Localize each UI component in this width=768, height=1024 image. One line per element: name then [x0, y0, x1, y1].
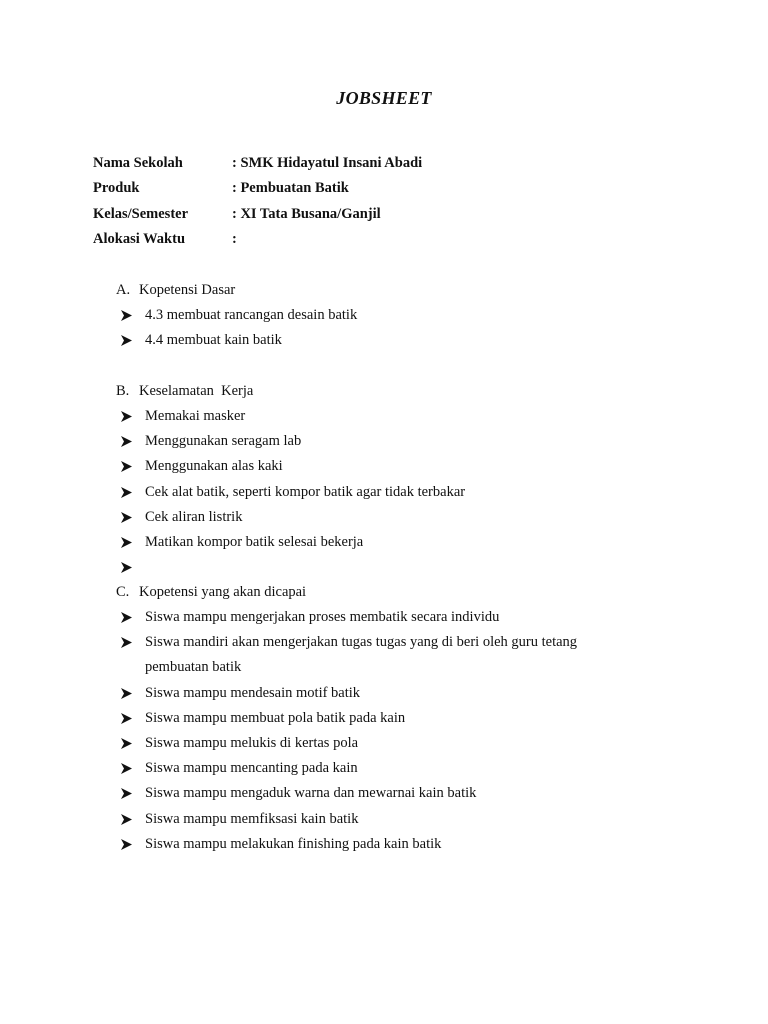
list-item-text: Menggunakan alas kaki: [145, 458, 283, 475]
arrow-bullet-icon: [121, 431, 145, 456]
section-letter: A.: [116, 282, 131, 298]
school-info-block: [93, 152, 422, 253]
list-item-text: Siswa mandiri akan mengerjakan tugas tugas yang di beri oleh guru tetang pembuatan batik: [145, 634, 578, 676]
info-label: Produk: [93, 180, 140, 197]
list-item: [121, 683, 615, 708]
list-item-text: Siswa mampu mendesain motif batik: [145, 684, 361, 701]
section-a-heading: [116, 279, 235, 301]
arrow-bullet-icon: [121, 305, 145, 330]
arrow-bullet-icon: [121, 482, 145, 507]
section-letter: B.: [116, 383, 130, 399]
section-letter: C.: [116, 584, 130, 600]
arrow-bullet-icon: [121, 809, 145, 834]
list-item: [121, 532, 615, 557]
arrow-bullet-icon: [121, 683, 145, 708]
arrow-bullet-icon: [121, 507, 145, 532]
arrow-bullet-icon: [121, 532, 145, 557]
info-value: : Pembuatan Batik: [232, 180, 349, 197]
section-c-heading: [116, 581, 306, 603]
info-label: Alokasi Waktu: [93, 230, 186, 247]
list-item: [121, 783, 615, 808]
list-item-text: 4.3 membuat rancangan desain batik: [145, 307, 358, 323]
info-row-produk: [93, 177, 422, 202]
section-title: Kopetensi yang akan dicapai: [139, 584, 307, 600]
list-item-text: Siswa mampu mencanting pada kain: [145, 760, 358, 777]
list-item: [121, 758, 615, 783]
info-value: :: [232, 230, 237, 247]
list-item-text: Memakai masker: [145, 408, 246, 424]
arrow-bullet-icon: [121, 733, 145, 758]
info-label: Nama Sekolah: [93, 155, 183, 171]
arrow-bullet-icon: [121, 456, 145, 481]
list-item-text: [145, 555, 615, 582]
list-item: [121, 330, 615, 355]
list-item: [121, 482, 615, 507]
section-b-heading: [116, 380, 253, 402]
list-item-empty: [121, 557, 615, 582]
list-item-text: Siswa mampu memfiksasi kain batik: [145, 810, 359, 827]
arrow-bullet-icon: [121, 708, 145, 733]
list-item: [121, 305, 615, 330]
list-item-text: Matikan kompor batik selesai bekerja: [145, 533, 364, 550]
list-item-text: Siswa mampu membuat pola batik pada kain: [145, 709, 406, 726]
list-item: [121, 733, 615, 758]
list-item: [121, 632, 615, 682]
arrow-bullet-icon: [121, 330, 145, 355]
info-row-alokasi-waktu: [93, 228, 422, 253]
section-b-list: [121, 406, 615, 582]
info-row-nama-sekolah: [93, 152, 422, 177]
list-item: [121, 708, 615, 733]
arrow-bullet-icon: [121, 632, 145, 682]
list-item-text: Cek alat batik, seperti kompor batik agar tidak terbakar: [145, 483, 466, 500]
arrow-bullet-icon: [121, 557, 145, 582]
arrow-bullet-icon: [121, 406, 145, 431]
section-a-list: [121, 305, 615, 355]
arrow-bullet-icon: [121, 758, 145, 783]
info-value: : SMK Hidayatul Insani Abadi: [232, 155, 423, 171]
list-item: [121, 406, 615, 431]
list-item-text: Cek aliran listrik: [145, 508, 243, 525]
list-item-text: Siswa mampu mengerjakan proses membatik secara individu: [145, 609, 500, 625]
info-label: Kelas/Semester: [93, 205, 189, 222]
list-item: [121, 431, 615, 456]
list-item-text: Siswa mampu melukis di kertas pola: [145, 734, 359, 751]
list-item-text: Siswa mampu melakukan finishing pada kain batik: [145, 835, 442, 852]
list-item: [121, 456, 615, 481]
list-item: [121, 834, 615, 859]
list-item: [121, 607, 615, 632]
document-title: JOBSHEET: [336, 88, 432, 108]
arrow-bullet-icon: [121, 834, 145, 859]
info-value: : XI Tata Busana/Ganjil: [232, 205, 381, 222]
list-item: [121, 507, 615, 532]
info-row-kelas-semester: [93, 203, 422, 228]
list-item-text: Menggunakan seragam lab: [145, 433, 302, 450]
section-title: Keselamatan Kerja: [139, 383, 254, 399]
list-item-text: Siswa mampu mengaduk warna dan mewarnai kain batik: [145, 785, 477, 802]
section-c-list: [121, 607, 615, 859]
section-title: Kopetensi Dasar: [139, 282, 236, 298]
list-item-text: 4.4 membuat kain batik: [145, 332, 282, 349]
arrow-bullet-icon: [121, 783, 145, 808]
list-item: [121, 809, 615, 834]
arrow-bullet-icon: [121, 607, 145, 632]
